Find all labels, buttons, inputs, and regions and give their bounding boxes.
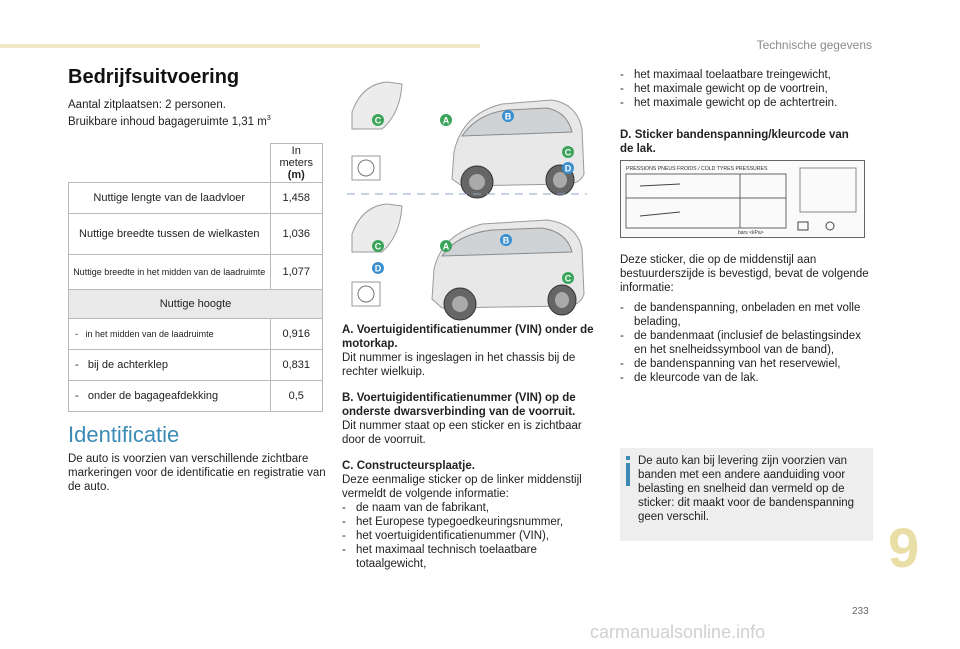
section-a-text: Dit nummer is ingeslagen in het chassis bij de rechter wielkuip. bbox=[342, 352, 576, 378]
section-d-title-text: D. Sticker bandenspanning/kleurcode van de lak. bbox=[620, 129, 849, 155]
label-c-top-right bbox=[562, 146, 574, 158]
table-row bbox=[69, 255, 323, 290]
section-c-text: Deze eenmalige sticker op de linker middenstijl vermeldt de volgende informatie: bbox=[342, 474, 582, 500]
row-value: 1,077 bbox=[270, 255, 323, 290]
section-a-title: A. Voertuigidentificatienummer (VIN) onder de motorkap. bbox=[342, 324, 594, 350]
row-value: 0,831 bbox=[270, 350, 323, 381]
label-c-top bbox=[372, 114, 384, 126]
row-label: - bij de achterklep bbox=[69, 350, 271, 381]
volume-sup: 3 bbox=[266, 115, 271, 122]
section-d-list bbox=[620, 301, 875, 385]
row-value: 1,036 bbox=[270, 214, 323, 255]
row-label-text: onder de bagageafdekking bbox=[87, 390, 219, 402]
header-empty-cell bbox=[69, 144, 271, 183]
list-item: - de naam van de fabrikant, bbox=[342, 501, 600, 515]
label-a-top bbox=[440, 114, 452, 126]
label-c-text: C bbox=[564, 147, 572, 158]
row-value: 0,5 bbox=[270, 381, 323, 412]
unit-line1: In meters bbox=[279, 145, 314, 169]
page-number: 233 bbox=[852, 606, 869, 617]
list-item: - de bandenmaat (inclusief de belastingsindex en het snelheidssymbool van de band), bbox=[620, 329, 875, 357]
table-header-row bbox=[69, 144, 323, 183]
car-top-illustration bbox=[352, 82, 584, 198]
label-c-text: C bbox=[564, 273, 572, 284]
section-label: Technische gegevens bbox=[756, 38, 872, 52]
weights-list bbox=[620, 68, 878, 110]
vehicle-illustration bbox=[342, 74, 592, 324]
car-bottom-illustration bbox=[352, 204, 584, 320]
info-box bbox=[620, 448, 873, 541]
unit-header bbox=[270, 144, 323, 183]
label-c-bottom-right bbox=[562, 272, 574, 284]
label-d-bottom bbox=[372, 262, 384, 274]
row-label: Nuttige breedte in het midden van de laadruimte bbox=[69, 255, 271, 290]
section-b-text: Dit nummer staat op een sticker en is zichtbaar door de voorruit. bbox=[342, 420, 582, 446]
section-c-list bbox=[342, 501, 600, 571]
row-value: 1,458 bbox=[270, 183, 323, 214]
row-label: - in het midden van de laadruimte bbox=[69, 319, 271, 350]
list-item: - de kleurcode van de lak. bbox=[620, 371, 875, 385]
label-a-bottom bbox=[440, 240, 452, 252]
seats-line: Aantal zitplaatsen: 2 personen. bbox=[68, 99, 226, 111]
unit-line2: (m) bbox=[287, 169, 305, 181]
identification-text: De auto is voorzien van verschillende zichtbare markeringen voor de identificatie en registratie van de auto. bbox=[68, 453, 326, 493]
row-label: - onder de bagageafdekking bbox=[69, 381, 271, 412]
row-label-text: in het midden van de laadruimte bbox=[85, 329, 214, 339]
list-item: - het voertuigidentificatienummer (VIN), bbox=[342, 529, 600, 543]
table-row bbox=[69, 319, 323, 350]
header-rule bbox=[0, 44, 480, 48]
section-c bbox=[342, 459, 600, 571]
dimensions-table bbox=[68, 143, 323, 412]
list-item: - het maximaal toelaatbare treingewicht, bbox=[620, 68, 878, 82]
sticker-header: PRESSIONS PNEUS FROIDS / COLD TYRES PRESSURES bbox=[626, 166, 768, 172]
row-value: 0,916 bbox=[270, 319, 323, 350]
label-c-text: C bbox=[374, 241, 382, 252]
table-row bbox=[69, 183, 323, 214]
label-b-text: B bbox=[502, 235, 510, 246]
section-d-title bbox=[620, 128, 865, 156]
label-a-text: A bbox=[442, 115, 450, 126]
section-c-title: C. Constructeursplaatje. bbox=[342, 460, 475, 472]
label-b-text: B bbox=[504, 111, 512, 122]
list-item: - de bandenspanning, onbeladen en met volle belading, bbox=[620, 301, 875, 329]
info-text: De auto kan bij levering zijn voorzien van banden met een andere aanduiding voor belasting en snelheid dan vermeld op de sticker: dit maakt voor de bandenspanning geen verschil. bbox=[638, 455, 855, 523]
label-c-bottom bbox=[372, 240, 384, 252]
label-d-text: D bbox=[374, 263, 382, 274]
label-c-text: C bbox=[374, 115, 382, 126]
table-row bbox=[69, 214, 323, 255]
tyre-pressure-sticker bbox=[620, 160, 865, 238]
list-item: - het maximale gewicht op de voortrein, bbox=[620, 82, 878, 96]
label-a-text: A bbox=[442, 241, 450, 252]
identification-title: Identificatie bbox=[68, 422, 180, 447]
section-b bbox=[342, 391, 600, 447]
list-item: - het maximaal technisch toelaatbare totaalgewicht, bbox=[342, 543, 600, 571]
table-row bbox=[69, 350, 323, 381]
info-icon bbox=[626, 456, 630, 486]
capacity-text bbox=[68, 98, 328, 129]
section-d-body bbox=[620, 253, 875, 385]
sticker-unit: bars <kPa> bbox=[738, 230, 764, 236]
middle-column bbox=[342, 323, 600, 583]
volume-text: Bruikbare inhoud bagageruimte 1,31 m bbox=[68, 115, 267, 128]
watermark: carmanualsonline.info bbox=[590, 622, 766, 642]
label-d-text: D bbox=[564, 163, 572, 174]
section-d-text: Deze sticker, die op de middenstijl aan bestuurderszijde is bevestigd, bevat de volgende informatie: bbox=[620, 254, 869, 294]
label-b-bottom bbox=[500, 234, 512, 246]
list-item: - het maximale gewicht op de achtertrein. bbox=[620, 96, 878, 110]
list-item: - de bandenspanning van het reservewiel, bbox=[620, 357, 875, 371]
chapter-number: 9 bbox=[888, 516, 920, 579]
row-label-text: bij de achterklep bbox=[87, 359, 168, 371]
table-row bbox=[69, 381, 323, 412]
row-label: Nuttige lengte van de laadvloer bbox=[69, 183, 271, 214]
list-item: - het Europese typegoedkeuringsnummer, bbox=[342, 515, 600, 529]
label-b-top bbox=[502, 110, 514, 122]
volume-line bbox=[68, 112, 328, 129]
page-title: Bedrijfsuitvoering bbox=[68, 66, 240, 88]
section-b-title: B. Voertuigidentificatienummer (VIN) op de onderste dwarsverbinding van de voorruit. bbox=[342, 392, 576, 418]
table-group-row bbox=[69, 290, 323, 319]
label-d-top bbox=[562, 162, 574, 174]
section-a bbox=[342, 323, 600, 379]
right-column bbox=[620, 68, 878, 156]
group-label: Nuttige hoogte bbox=[69, 290, 323, 319]
row-label: Nuttige breedte tussen de wielkasten bbox=[69, 214, 271, 255]
